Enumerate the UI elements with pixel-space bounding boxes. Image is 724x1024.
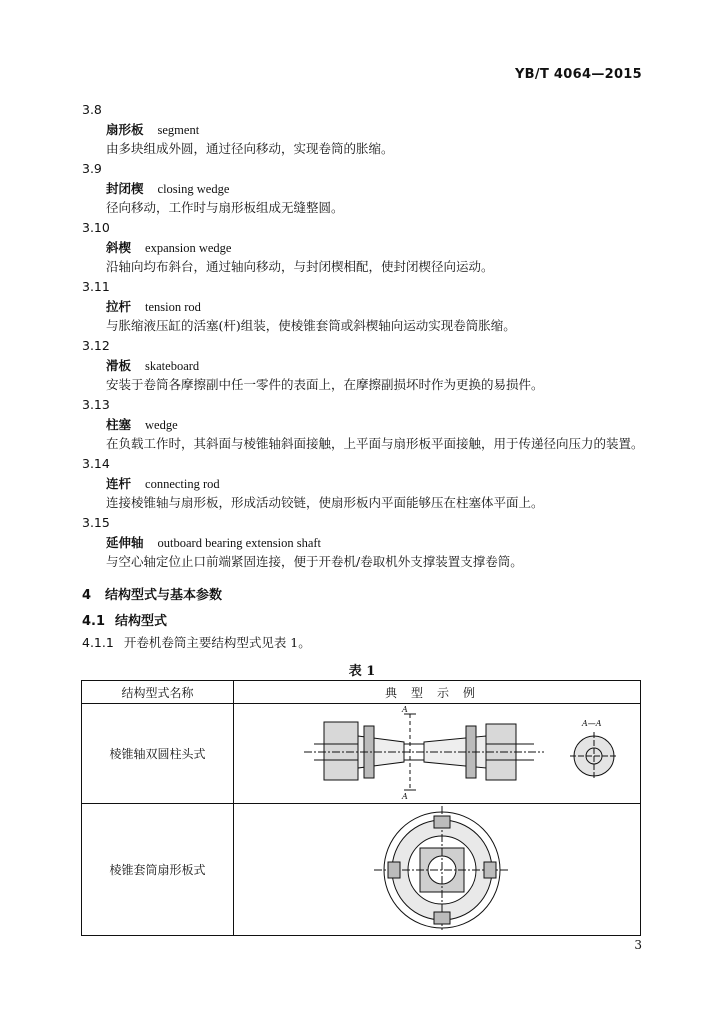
table-header-example: 典型示例 [234, 681, 641, 704]
term-en: tension rod [145, 300, 201, 314]
term-en: wedge [145, 418, 178, 432]
section-number: 4 [82, 588, 92, 603]
term-en: expansion wedge [145, 241, 232, 255]
term-3-12 [82, 336, 642, 395]
segment-sleeve-drawing [234, 804, 640, 932]
term-3-9 [82, 159, 642, 218]
term-definition: 与胀缩液压缸的活塞(杆)组装，使棱锥套筒或斜楔轴向运动实现卷筒胀缩。 [106, 318, 516, 333]
section-4-heading [82, 584, 222, 603]
term-title [82, 179, 642, 198]
term-zh: 延伸轴 [106, 535, 144, 550]
term-title [82, 356, 642, 375]
term-3-15 [82, 513, 642, 572]
term-definition: 与空心轴定位止口前端紧固连接，便于开卷机/卷取机外支撑装置支撑卷筒。 [106, 554, 523, 569]
structure-drawing-cell [234, 804, 641, 936]
section-number: 4.1 [82, 614, 106, 629]
term-3-10 [82, 218, 642, 277]
term-en: skateboard [145, 359, 200, 373]
standard-code: YB/T 4064—2015 [514, 67, 642, 82]
structure-table [81, 680, 641, 936]
table-row [82, 704, 641, 804]
double-cylinder-drawing [234, 704, 640, 800]
term-number: 3.8 [82, 102, 102, 117]
term-zh: 滑板 [106, 358, 132, 373]
term-en: segment [157, 123, 200, 137]
term-number: 3.15 [82, 515, 110, 530]
term-3-8 [82, 100, 642, 159]
terms-list [82, 100, 642, 572]
term-definition: 安装于卷筒各摩擦副中任一零件的表面上，在摩擦副损坏时作为更换的易损件。 [106, 377, 544, 392]
structure-name: 棱锥轴双圆柱头式 [82, 704, 234, 804]
page-number: 3 [634, 938, 642, 952]
term-number: 3.12 [82, 338, 110, 353]
term-zh: 拉杆 [106, 299, 132, 314]
term-definition: 径向移动，工作时与扇形板组成无缝整圆。 [106, 200, 344, 215]
term-number: 3.11 [82, 279, 110, 294]
section-title: 结构型式 [115, 614, 168, 629]
term-title [82, 297, 642, 316]
term-zh: 扇形板 [106, 122, 144, 137]
term-3-11 [82, 277, 642, 336]
clause-text: 开卷机卷筒主要结构型式见表 1。 [123, 635, 311, 650]
term-title [82, 415, 642, 434]
term-en: outboard bearing extension shaft [157, 536, 322, 550]
term-zh: 连杆 [106, 476, 132, 491]
term-zh: 封闭楔 [106, 181, 144, 196]
clause-4-1-1 [82, 633, 311, 651]
table-header-name: 结构型式名称 [82, 681, 234, 704]
section-title: 结构型式与基本参数 [105, 588, 223, 603]
structure-drawing-cell [234, 704, 641, 804]
term-number: 3.14 [82, 456, 110, 471]
term-number: 3.10 [82, 220, 110, 235]
term-3-14 [82, 454, 642, 513]
structure-name: 棱锥套筒扇形板式 [82, 804, 234, 936]
term-title [82, 120, 642, 139]
cut-label-top: A [402, 705, 408, 714]
term-definition: 沿轴向均布斜台，通过轴向移动，与封闭楔相配，使封闭楔径向运动。 [106, 259, 494, 274]
term-zh: 斜楔 [106, 240, 132, 255]
cut-label-bottom: A [402, 792, 408, 800]
term-number: 3.13 [82, 397, 110, 412]
term-definition: 连接棱锥轴与扇形板，形成活动铰链，使扇形板内平面能够压在柱塞体平面上。 [106, 495, 544, 510]
term-3-13 [82, 395, 642, 454]
term-definition: 在负载工作时，其斜面与棱锥轴斜面接触，上平面与扇形板平面接触，用于传递径向压力的装置。 [106, 436, 644, 451]
section-label: A—A [582, 719, 602, 728]
term-zh: 柱塞 [106, 417, 132, 432]
term-number: 3.9 [82, 161, 102, 176]
section-4-1-heading [82, 610, 167, 629]
term-en: connecting rod [145, 477, 220, 491]
term-title [82, 238, 642, 257]
term-title [82, 474, 642, 493]
table-header-row [82, 681, 641, 704]
table-caption: 表 1 [348, 664, 376, 679]
term-definition: 由多块组成外圆，通过径向移动，实现卷筒的胀缩。 [106, 141, 394, 156]
table-row [82, 804, 641, 936]
term-en: closing wedge [157, 182, 230, 196]
term-title [82, 533, 642, 552]
clause-number: 4.1.1 [82, 635, 114, 650]
